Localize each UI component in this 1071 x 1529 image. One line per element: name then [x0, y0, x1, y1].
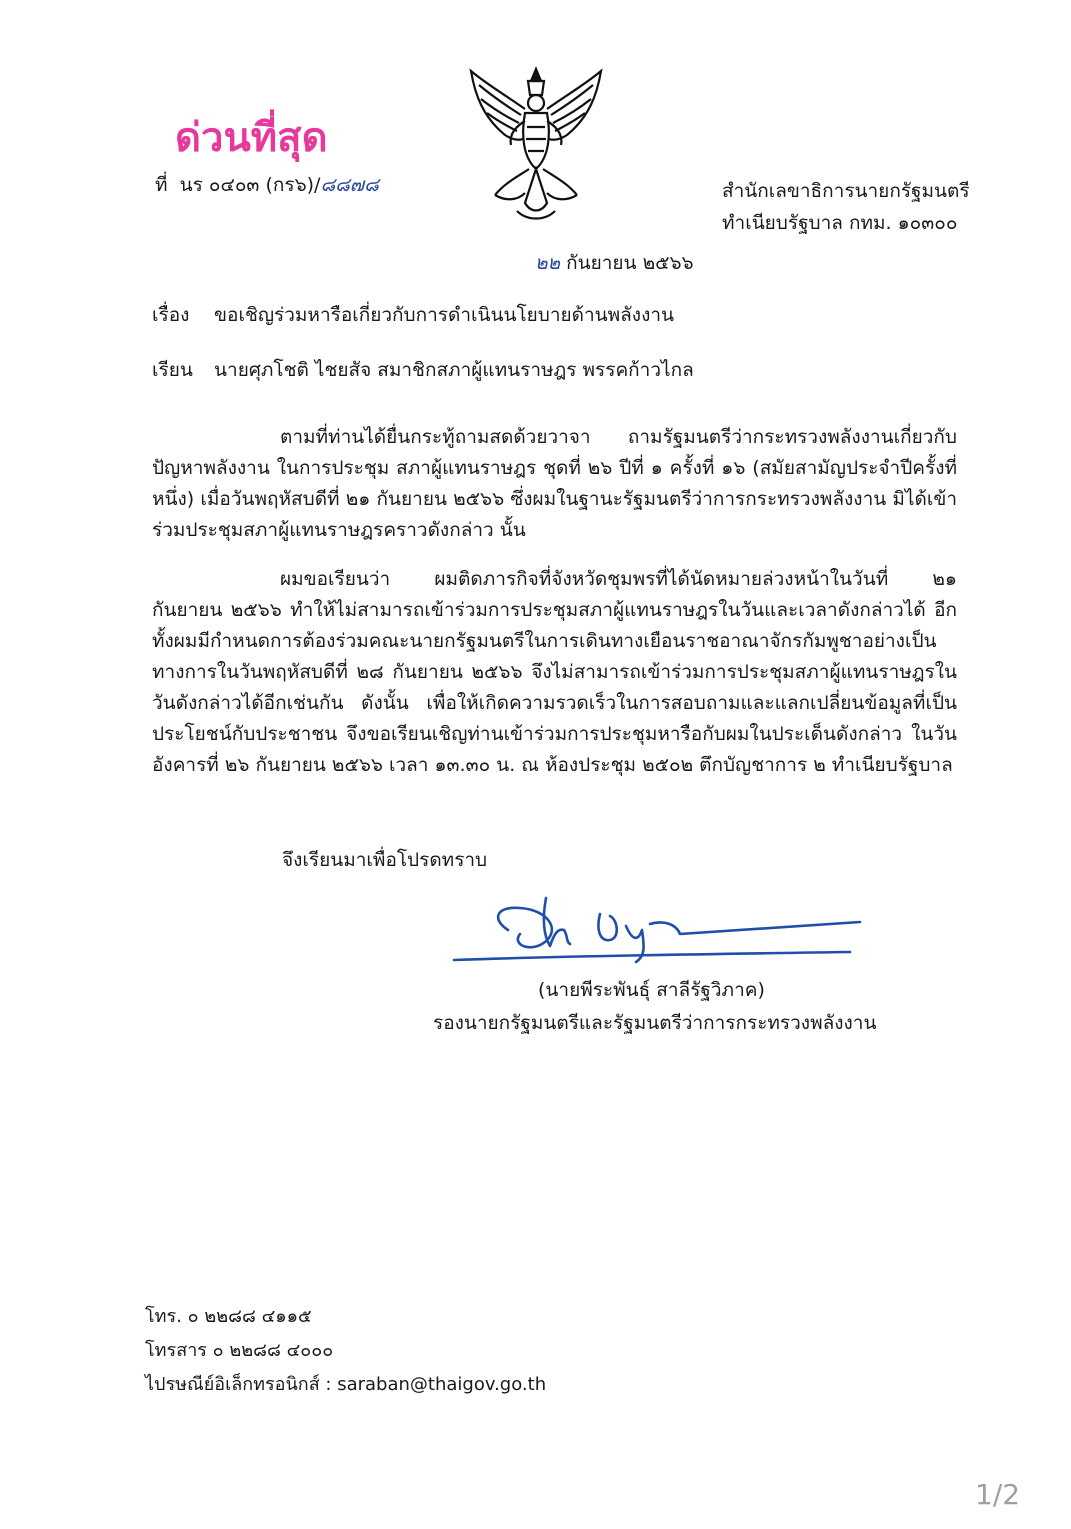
office-line-2: ทำเนียบรัฐบาล กทม. ๑๐๓๐๐	[722, 212, 958, 234]
contact-fax: โทรสาร ๐ ๒๒๘๘ ๔๐๐๐	[145, 1340, 334, 1361]
signatory-title: รองนายกรัฐมนตรีและรัฐมนตรีว่าการกระทรวงพลังงาน	[433, 1012, 877, 1034]
recipient-line	[152, 355, 694, 385]
paragraph-2-text: ผมขอเรียนว่า ผมติดภารกิจที่จังหวัดชุมพรที่ได้นัดหมายล่วงหน้าในวันที่ ๒๑ กันยายน ๒๕๖๖ ทำให้ไม่สามารถเข้าร่วมการประชุมสภาผู้แทนราษฎรในวันและเวลาดังกล่าวได้ อีกทั้งผมมีกำหนดการต้องร่วมคณะนายกรัฐมนตรีในการเดินทางเยือนราชอาณาจักรกัมพูชาอย่างเป็นทางการในวันพฤหัสบดีที่ ๒๘ กันยายน ๒๕๖๖ จึงไม่สามารถเข้าร่วมการประชุมสภาผู้แทนราษฎรในวันดังกล่าวได้อีกเช่นกัน ดังนั้น เพื่อให้เกิดความรวดเร็วในการสอบถามและแลกเปลี่ยนข้อมูลที่เป็นประโยชน์กับประชาชน จึงขอเรียนเชิญท่านเข้าร่วมการประชุมหารือกับผมในประเด็นดังกล่าว ในวันอังคารที่ ๒๖ กันยายน ๒๕๖๖ เวลา ๑๓.๓๐ น. ณ ห้องประชุม ๒๕๐๒ ตึกบัญชาการ ๒ ทำเนียบรัฐบาล	[152, 568, 957, 776]
handwritten-signature	[450, 890, 865, 970]
recipient-text: นายศุภโชติ ไชยสัจ สมาชิกสภาผู้แทนราษฎร พรรคก้าวไกล	[214, 359, 694, 381]
contact-phone: โทร. ๐ ๒๒๘๘ ๔๑๑๕	[145, 1306, 312, 1327]
document-number	[155, 170, 379, 200]
sender-office	[722, 175, 970, 239]
garuda-emblem-icon	[465, 65, 607, 225]
urgency-stamp: ด่วนที่สุด	[175, 115, 328, 161]
document-number-handwritten: ๘๘๗๘	[320, 174, 379, 196]
body-paragraph-1	[152, 422, 957, 546]
document-number-label: ที่	[155, 174, 168, 196]
body-paragraph-2	[152, 564, 957, 781]
contact-info	[145, 1300, 546, 1402]
page-indicator: 1/2	[975, 1478, 1021, 1511]
document-number-prefix: นร ๐๔๐๓ (กร๖)/	[179, 174, 321, 196]
paragraph-1-text: ตามที่ท่านได้ยื่นกระทู้ถามสดด้วยวาจา ถามรัฐมนตรีว่ากระทรวงพลังงานเกี่ยวกับปัญหาพลังงาน ในการประชุม สภาผู้แทนราษฎร ชุดที่ ๒๖ ปีที่ ๑ ครั้งที่ ๑๖ (สมัยสามัญประจำปีครั้งที่หนึ่ง) เมื่อวันพฤหัสบดีที่ ๒๑ กันยายน ๒๕๖๖ ซึ่งผมในฐานะรัฐมนตรีว่าการกระทรวงพลังงาน มิได้เข้าร่วมประชุมสภาผู้แทนราษฎรคราวดังกล่าว นั้น	[152, 426, 957, 541]
subject-label: เรื่อง	[152, 304, 190, 326]
date-day-handwritten: ๒๒	[535, 252, 561, 274]
recipient-label: เรียน	[152, 359, 193, 381]
signatory-name: (นายพีระพันธุ์ สาลีรัฐวิภาค)	[538, 979, 765, 1001]
document-date	[535, 248, 694, 278]
closing-line: จึงเรียนมาเพื่อโปรดทราบ	[282, 849, 488, 871]
subject-line	[152, 300, 674, 330]
office-line-1: สำนักเลขาธิการนายกรัฐมนตรี	[722, 180, 970, 202]
date-month-year: กันยายน ๒๕๖๖	[566, 252, 694, 274]
subject-text: ขอเชิญร่วมหารือเกี่ยวกับการดำเนินนโยบายด้านพลังงาน	[214, 304, 675, 326]
contact-email: ไปรษณีย์อิเล็กทรอนิกส์ : saraban@thaigov.go.th	[145, 1374, 547, 1395]
